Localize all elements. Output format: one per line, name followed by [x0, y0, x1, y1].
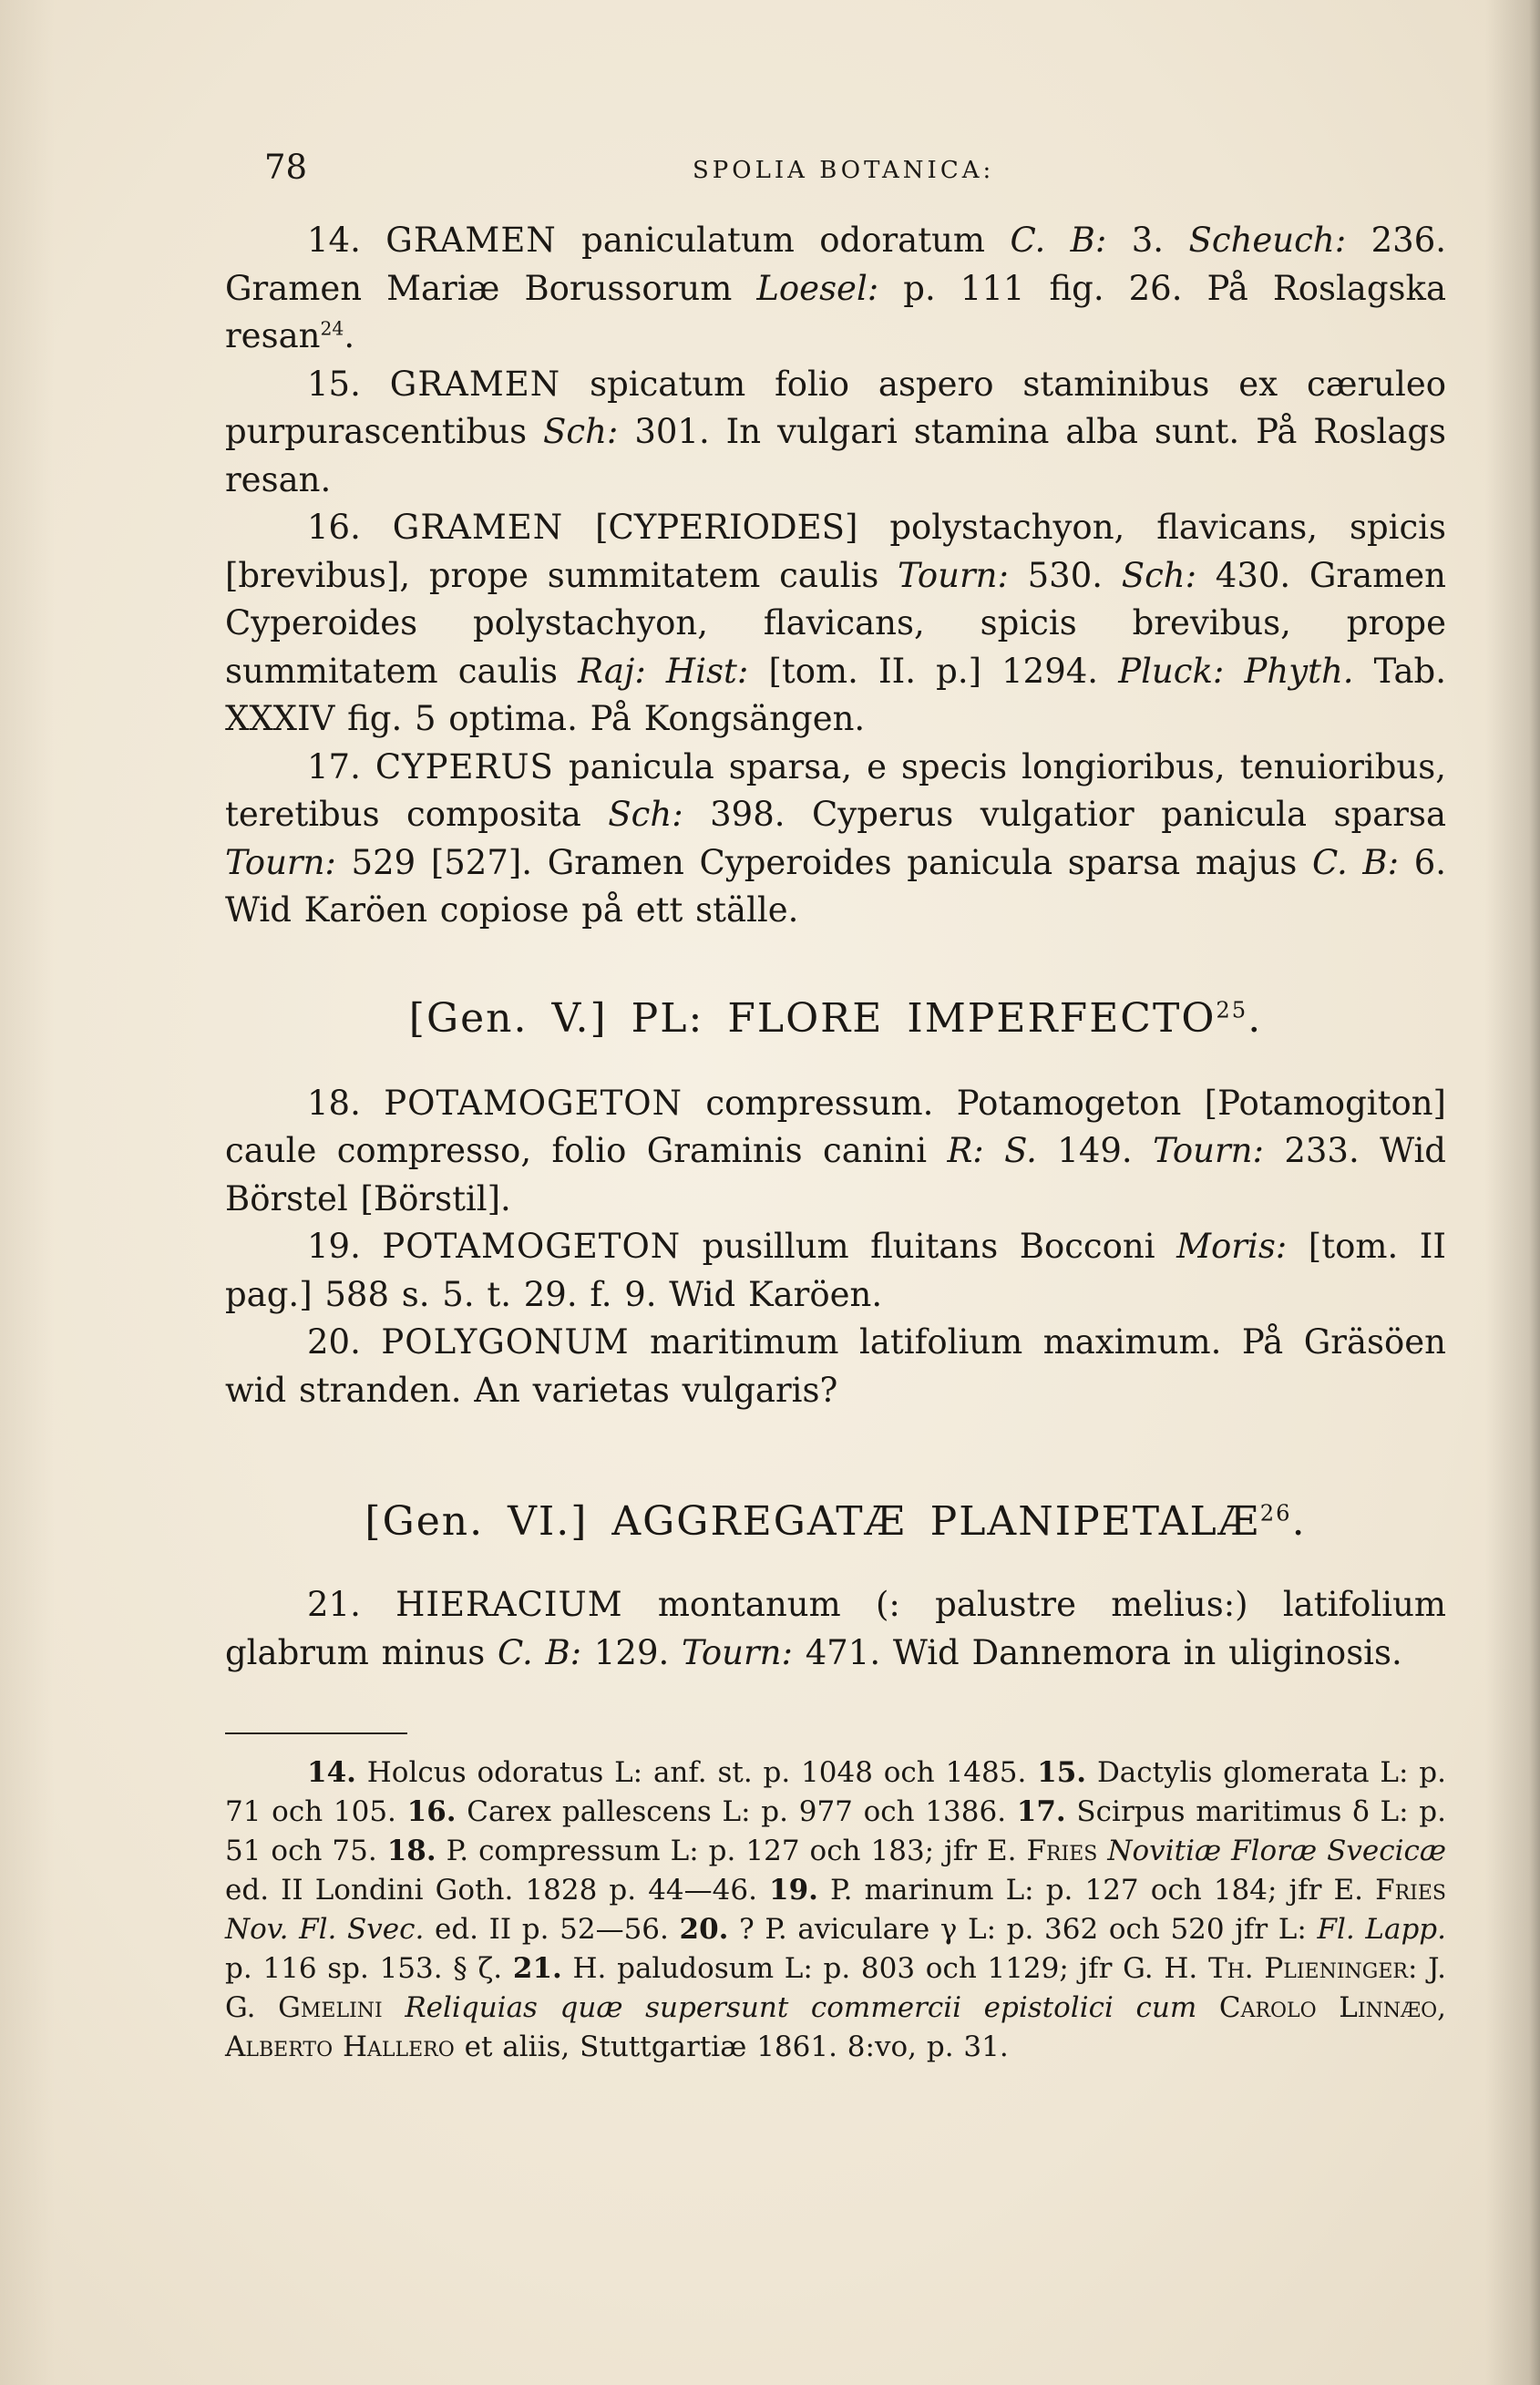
reference: C. B: — [497, 1632, 582, 1672]
entry-number: 17. — [307, 746, 361, 786]
entry-text: 149. — [1036, 1131, 1154, 1170]
footnote-marker: 24 — [320, 317, 344, 340]
footnote-text: p. 116 sp. 153. § ζ. — [225, 1952, 513, 1985]
work-title: Novitiæ Floræ Svecicæ — [1107, 1835, 1447, 1867]
footnote-text — [383, 1991, 406, 2024]
entry-19 — [225, 1223, 1446, 1319]
entry-text: spicatum folio aspero staminibus ex cæruleo purpurascentibus — [225, 364, 1446, 451]
reference: Pluck: Phyth. — [1118, 651, 1354, 691]
footnote-marker: 25 — [1216, 996, 1248, 1023]
entry-16 — [225, 504, 1446, 744]
entry-number: 15. — [307, 364, 361, 404]
entry-text: [CYPERIODES] polystachyon, flavicans, spicis [brevibus], prope summitatem caulis — [225, 508, 1446, 595]
footnote-text — [1097, 1835, 1107, 1867]
work-title: Fl. Lapp. — [1317, 1913, 1446, 1946]
author-name: Fries — [1026, 1835, 1098, 1867]
entry-text: p. 111 fig. 26. På Roslagska resan — [225, 268, 1447, 355]
reference: R: S. — [947, 1131, 1037, 1170]
footnote-number: 17. — [1016, 1795, 1066, 1828]
author-name: Gmelini — [278, 1991, 383, 2024]
footnote-text: : J. G. — [225, 1952, 1446, 2024]
entry-15 — [225, 361, 1446, 505]
footnote-number: 16. — [406, 1795, 457, 1828]
entry-20 — [225, 1319, 1446, 1414]
footnote-text: ed. II p. 52—56. — [424, 1913, 680, 1946]
author-name: Th. Plieninger — [1207, 1952, 1408, 1985]
reference: Tourn: — [225, 842, 336, 882]
entry-text: 6. Wid Karöen copiose på ett ställe. — [225, 842, 1446, 930]
reference: Tourn: — [1153, 1131, 1264, 1170]
footnote-text: Carex pallescens L: p. 977 och 1386. — [456, 1795, 1017, 1828]
reference: Loesel: — [756, 268, 879, 308]
footnote-text — [1196, 1991, 1219, 2024]
footnote-number: 15. — [1037, 1756, 1087, 1789]
entry-number: 16. — [307, 508, 361, 547]
entry-17 — [225, 744, 1446, 935]
entry-text: panicula sparsa, e specis longioribus, tenuioribus, teretibus composita — [225, 746, 1446, 834]
entry-text: pusillum fluitans Bocconi — [681, 1227, 1177, 1266]
entry-text: . — [344, 316, 355, 355]
footnote-block — [225, 1753, 1446, 2067]
footnote-text: ? P. aviculare γ L: p. 362 och 520 jfr L: — [728, 1913, 1318, 1946]
running-head: SPOLIA BOTANICA: — [693, 157, 995, 184]
genus-name: HIERACIUM — [395, 1585, 623, 1624]
entry-text: 236. Gramen Mariæ Borussorum — [225, 221, 1447, 308]
footnote-number: 21. — [512, 1952, 562, 1985]
entry-text: 471. Wid Dannemora in uliginosis. — [792, 1632, 1402, 1672]
heading-text: . — [1247, 994, 1263, 1042]
entry-text: 129. — [581, 1632, 683, 1672]
entry-text: 530. — [1008, 555, 1122, 595]
entry-text: [tom. II. p.] 1294. — [748, 651, 1119, 691]
footnote-marker: 26 — [1259, 1500, 1292, 1527]
reference: C. B: — [1311, 842, 1400, 882]
footnote-text: Holcus odoratus L: anf. st. p. 1048 och 1485. — [355, 1756, 1038, 1789]
footnote-number: 14. — [307, 1756, 356, 1789]
spacer — [225, 1414, 1446, 1498]
entry-text: 529 [527]. Gramen Cyperoides panicula sparsa majus — [335, 842, 1312, 882]
reference: Sch: — [608, 795, 683, 834]
spacer — [225, 1545, 1446, 1581]
genus-name: GRAMEN — [389, 364, 561, 404]
entry-text: compressum. Potamogeton [Potamogiton] caule compresso, folio Graminis canini — [225, 1083, 1446, 1170]
work-title: Reliquias quæ supersunt commercii epistolici cum — [405, 1991, 1197, 2024]
main-text — [225, 217, 1446, 1677]
reference: Moris: — [1176, 1227, 1288, 1266]
footnote-number: 19. — [769, 1874, 818, 1907]
page-edge-shadow — [1485, 0, 1540, 2385]
heading-text: [Gen. VI.] AGGREGATÆ PLANIPETALÆ — [364, 1498, 1260, 1545]
entry-text: [tom. II pag.] 588 s. 5. t. 29. f. 9. Wid Karöen. — [225, 1227, 1446, 1314]
entry-number: 21. — [307, 1585, 361, 1624]
genus-name: CYPERUS — [375, 746, 554, 786]
footnote-text: Scirpus maritimus δ L: p. 51 och 75. — [225, 1795, 1446, 1867]
footnotes — [225, 1753, 1446, 2067]
entry-number: 18. — [307, 1083, 361, 1123]
footnote-number: 20. — [679, 1913, 729, 1946]
entry-text: Tab. XXXIV fig. 5 optima. På Kongsängen. — [225, 651, 1446, 738]
section-heading-gen-vi — [225, 1498, 1446, 1545]
footnote-separator — [225, 1732, 407, 1734]
entry-number: 20. — [307, 1322, 361, 1362]
spacer — [225, 935, 1446, 995]
entry-number: 19. — [307, 1227, 361, 1266]
entry-text: paniculatum odoratum — [556, 221, 1011, 260]
entry-text: montanum (: palustre melius:) latifolium glabrum minus — [225, 1585, 1446, 1672]
reference: Sch: — [543, 412, 619, 451]
genus-name: GRAMEN — [392, 508, 564, 547]
footnote-text: H. paludosum L: p. 803 och 1129; jfr G. H. — [561, 1952, 1208, 1985]
genus-name: POTAMOGETON — [384, 1083, 683, 1123]
entry-number: 14. — [307, 221, 361, 260]
author-name: Carolo Linnæo, Alberto Hallero — [225, 1991, 1446, 2063]
footnote-text: ed. II Londini Goth. 1828 p. 44—46. — [225, 1874, 770, 1907]
footnote-number: 18. — [386, 1835, 436, 1867]
entry-text: 430. Gramen Cyperoides polystachyon, flavicans, spicis brevibus, prope summitatem caulis — [225, 555, 1446, 691]
genus-name: POTAMOGETON — [382, 1227, 682, 1266]
entry-18 — [225, 1080, 1446, 1224]
footnote-text: Dactylis glomerata L: p. 71 och 105. — [225, 1756, 1446, 1828]
reference: C. B: — [1010, 221, 1107, 260]
entry-text: 398. Cyperus vulgatior panicula sparsa — [683, 795, 1447, 834]
reference: Raj: Hist: — [578, 651, 749, 691]
work-title: Nov. Fl. Svec. — [225, 1913, 425, 1946]
section-heading-gen-v — [225, 995, 1446, 1042]
page-header — [228, 148, 1458, 193]
genus-name: GRAMEN — [385, 221, 557, 260]
entry-14 — [225, 217, 1446, 361]
entry-text: maritimum latifolium maximum. På Gräsöen wid stranden. An varietas vulgaris? — [225, 1322, 1446, 1410]
entry-21 — [225, 1581, 1446, 1677]
reference: Tourn: — [898, 555, 1009, 595]
footnote-text: P. marinum L: p. 127 och 184; jfr E. — [817, 1874, 1376, 1907]
footnote-text: et aliis, Stuttgartiæ 1861. 8:vo, p. 31. — [454, 2030, 1009, 2063]
footnote-text: P. compressum L: p. 127 och 183; jfr E. — [436, 1835, 1027, 1867]
entry-text: 233. Wid Börstel [Börstil]. — [225, 1131, 1446, 1218]
genus-name: POLYGONUM — [381, 1322, 630, 1362]
heading-text: [Gen. V.] PL: FLORE IMPERFECTO — [408, 994, 1217, 1042]
reference: Sch: — [1121, 555, 1197, 595]
reference: Tourn: — [682, 1632, 793, 1672]
gutter-shadow — [0, 0, 55, 2385]
reference: Scheuch: — [1188, 221, 1347, 260]
entry-text: 301. In vulgari stamina alba sunt. På Roslags resan. — [225, 412, 1446, 499]
entry-text: 3. — [1106, 221, 1189, 260]
author-name: Fries — [1375, 1874, 1446, 1907]
heading-text: . — [1291, 1498, 1307, 1545]
spacer — [225, 1042, 1446, 1080]
page-number: 78 — [264, 148, 308, 187]
